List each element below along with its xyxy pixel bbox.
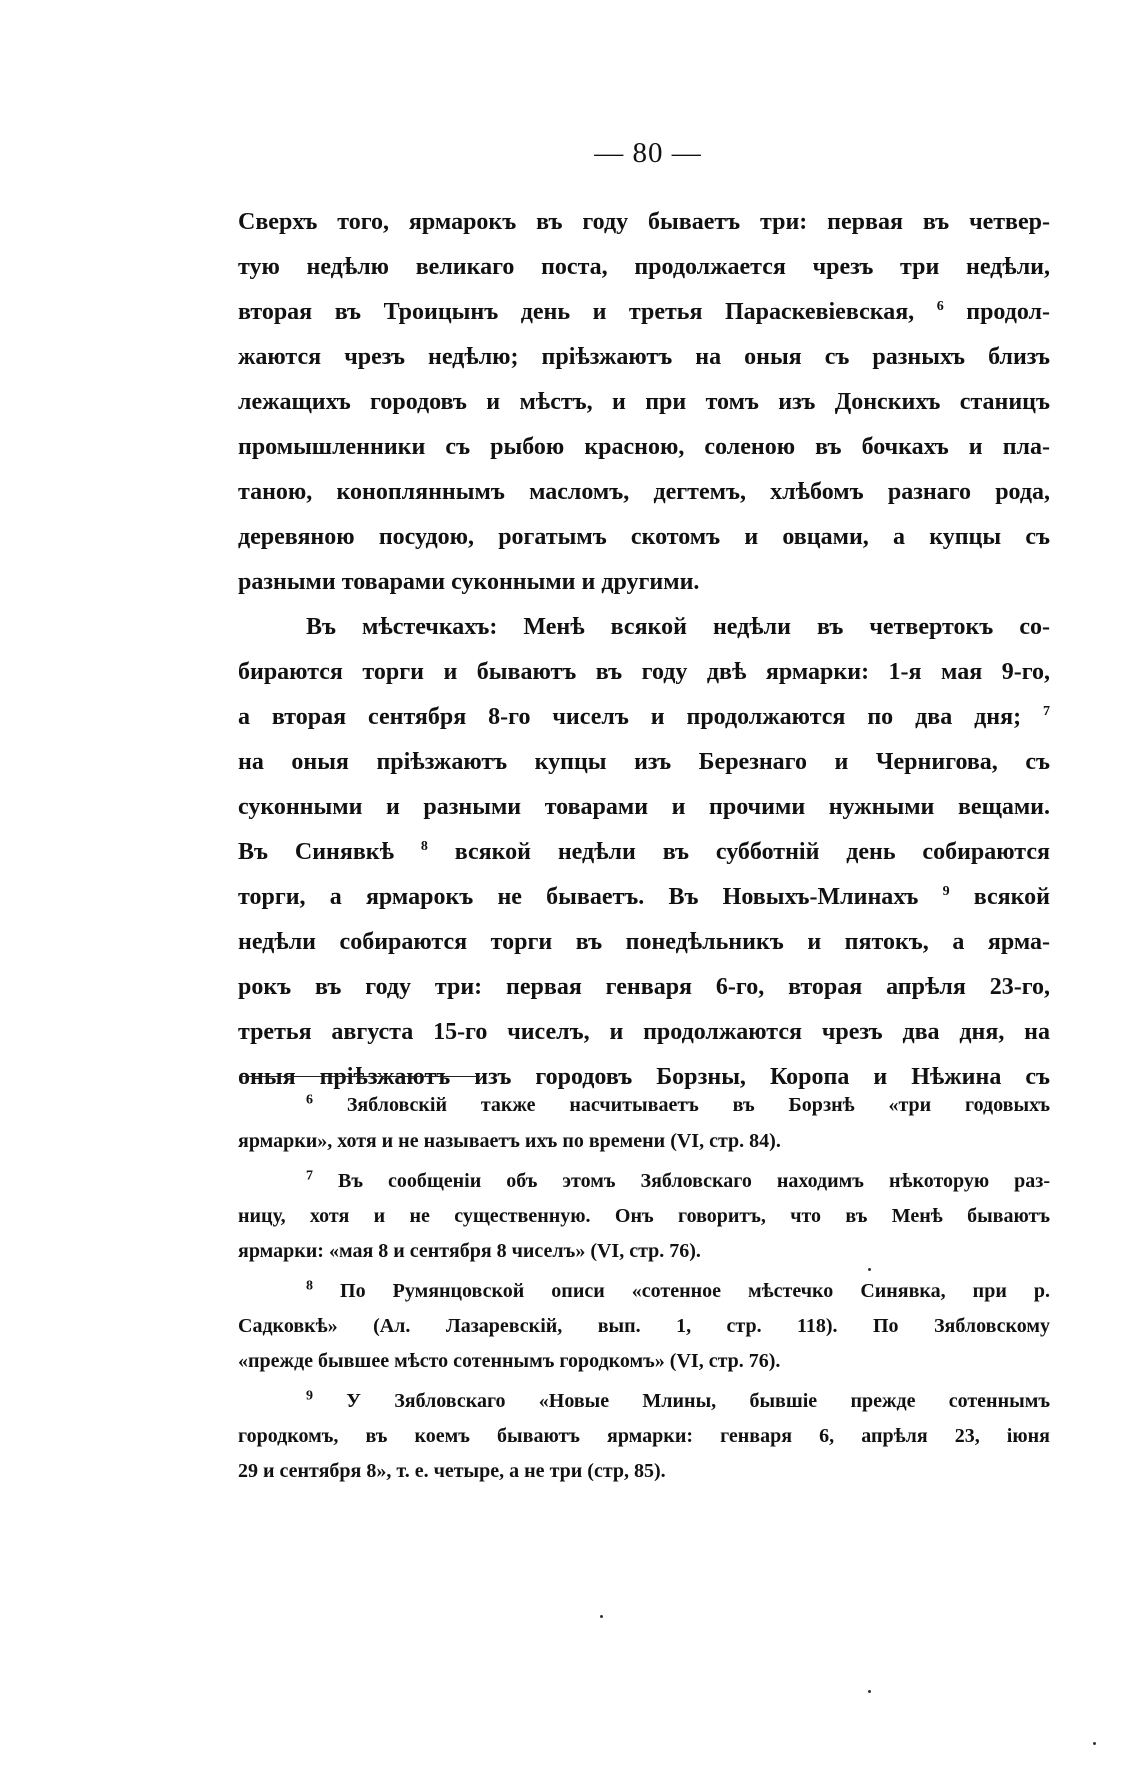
body-line: бираются торги и бываютъ въ году двѣ ярмарки: 1-я мая 9-го, [238, 659, 1050, 685]
footnote-line: $^8$ По Румянцовской описи «сотенное мѣстечко Синявка, при р. [306, 1278, 1050, 1302]
footnote-marker: 8 [306, 1278, 313, 1294]
footnote-line: $^7$ Въ сообщеніи объ этомъ Зябловскаго находимъ нѣкоторую раз- [306, 1168, 1050, 1192]
body-line: а вторая сентября 8-го чиселъ и продолжаются по два дня; $^7$ [238, 704, 1050, 730]
body-line: промышленники съ рыбою красною, соленою въ бочкахъ и пла- [238, 434, 1050, 460]
footnote-marker: 6 [306, 1092, 313, 1108]
body-line: вторая въ Троицынъ день и третья Параскевіевская, $^6$ продол- [238, 299, 1051, 325]
footnote-marker: 9 [306, 1388, 313, 1404]
body-line: таною, конопляннымъ масломъ, дегтемъ, хлѣбомъ разнаго рода, [238, 479, 1050, 505]
print-speck [600, 1615, 603, 1618]
print-speck [868, 1690, 871, 1693]
footnote-line: ярмарки: «мая 8 и сентября 8 чиселъ» (VI, стр. 76). [238, 1240, 701, 1262]
footnote-marker: 7 [1043, 704, 1050, 719]
body-line: торги, а ярмарокъ не бываетъ. Въ Новыхъ-Млинахъ $^9$ всякой [238, 884, 1051, 910]
footnote-line: ницу, хотя и не существенную. Онъ говоритъ, что въ Менѣ бываютъ [238, 1205, 1050, 1227]
body-line: Въ Синявкѣ $^8$ всякой недѣли въ субботній день собираются [238, 839, 1051, 865]
print-speck [1093, 1742, 1096, 1745]
body-line: Сверхъ того, ярмарокъ въ году бываетъ три: первая въ четвер- [238, 209, 1050, 235]
body-line: третья августа 15-го чиселъ, и продолжаются чрезъ два дня, на [238, 1019, 1050, 1045]
footnote-marker: 7 [306, 1168, 313, 1184]
body-line: Въ мѣстечкахъ: Менѣ всякой недѣли въ четвертокъ со- [306, 614, 1050, 640]
body-line: деревяною посудою, рогатымъ скотомъ и овцами, а купцы съ [238, 524, 1050, 550]
body-line: на оныя пріѣзжаютъ купцы изъ Березнаго и Чернигова, съ [238, 749, 1050, 775]
body-line: рокъ въ году три: первая генваря 6-го, вторая апрѣля 23-го, [238, 974, 1050, 1000]
body-line: тую недѣлю великаго поста, продолжается чрезъ три недѣли, [238, 254, 1050, 280]
body-line: лежащихъ городовъ и мѣстъ, и при томъ изъ Донскихъ станицъ [238, 389, 1050, 415]
footnote-marker: 8 [420, 839, 428, 854]
body-line: недѣли собираются торги въ понедѣльникъ и пятокъ, а ярма- [238, 929, 1050, 955]
footnote-line: $^9$ У Зябловскаго «Новые Млины, бывшіе прежде сотеннымъ [306, 1388, 1050, 1412]
footnote-line: $^6$ Зябловскій также насчитываетъ въ Борзнѣ «три годовыхъ [306, 1092, 1050, 1116]
footnote-marker: 6 [936, 299, 944, 314]
footnote-line: ярмарки», хотя и не называетъ ихъ по времени (VI, стр. 84). [238, 1130, 781, 1152]
body-line: оныя пріѣзжаютъ изъ городовъ Борзны, Коропа и Нѣжина съ [238, 1064, 1050, 1090]
footnote-line: Садковкѣ» (Ал. Лазаревскій, вып. 1, стр. 118). По Зябловскому [238, 1315, 1050, 1337]
body-line: разными товарами суконными и другими. [238, 569, 700, 595]
footnote-marker: 9 [942, 884, 950, 899]
footnote-line: городкомъ, въ коемъ бываютъ ярмарки: генваря 6, апрѣля 23, іюня [238, 1425, 1050, 1447]
body-line: суконными и разными товарами и прочими нужными вещами. [238, 794, 1050, 820]
footnote-line: 29 и сентября 8», т. е. четыре, а не три (стр, 85). [238, 1460, 666, 1482]
footnote-line: «прежде бывшее мѣсто сотеннымъ городкомъ» (VI, стр. 76). [238, 1350, 781, 1372]
body-line: жаются чрезъ недѣлю; пріѣзжаютъ на оныя съ разныхъ близъ [238, 344, 1050, 370]
print-speck [868, 1268, 871, 1271]
page-number: — 80 — [594, 137, 702, 169]
footnote-separator [240, 1076, 480, 1077]
